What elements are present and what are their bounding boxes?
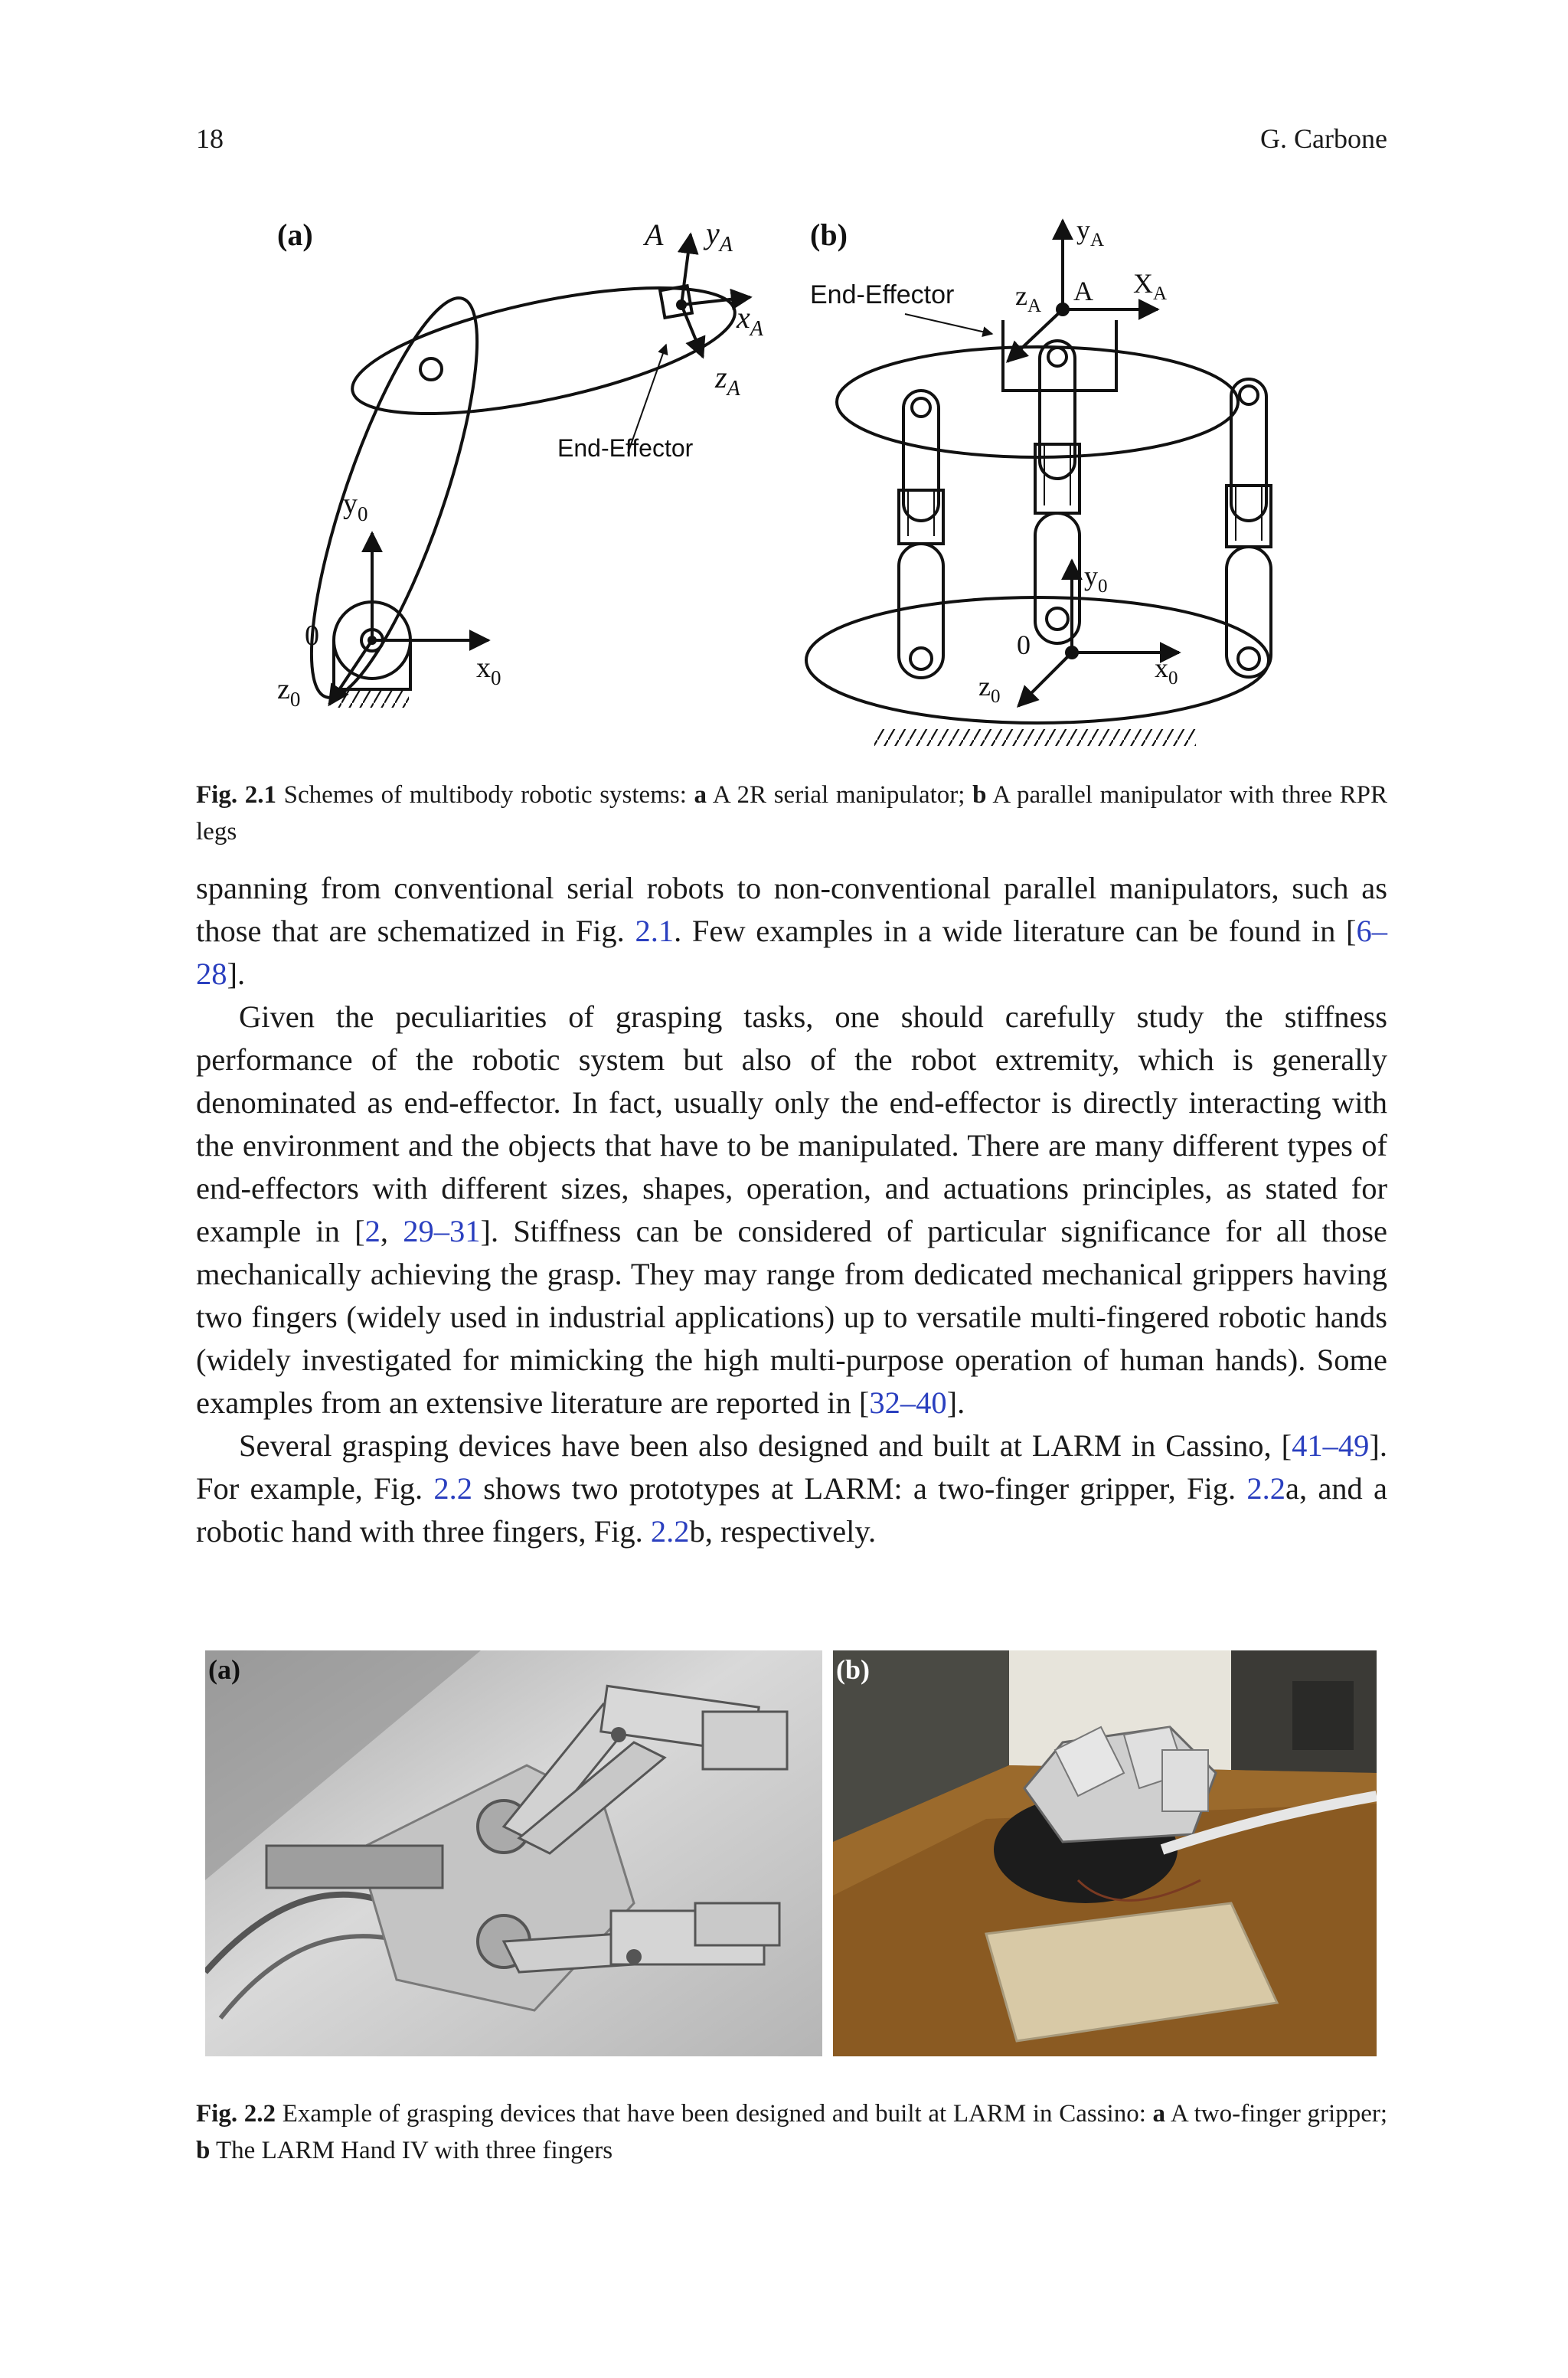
ref-2[interactable]: 2: [364, 1214, 381, 1248]
b-label-zA: z: [1015, 280, 1027, 311]
page-number: 18: [196, 123, 224, 154]
svg-text:y0: [1084, 561, 1108, 597]
svg-text:z0: [277, 673, 300, 711]
caption-text: Schemes of multibody robotic systems:: [276, 781, 694, 809]
b-label-z0-sub: 0: [990, 686, 1001, 707]
caption-text: Example of grasping devices that have been designed and built at LARM in Cassino:: [276, 2100, 1153, 2128]
leg-1-lower-joint: [910, 648, 932, 669]
ref-fig-2-2[interactable]: 2.2: [433, 1471, 473, 1506]
a-label-z0-sub: 0: [289, 688, 301, 711]
panel-b-labels: [810, 214, 1178, 707]
svg-text:yA: [703, 216, 733, 257]
svg-text:xA: [736, 300, 764, 341]
caption-bold-b: b: [196, 2137, 211, 2164]
leg-1-upper-joint: [912, 398, 930, 417]
text-run: . Few examples in a wide literature can be found in [: [674, 914, 1357, 948]
b-label-y0-sub: 0: [1098, 576, 1108, 597]
end-effector-pointer-b: [905, 314, 992, 334]
ref-32-40[interactable]: 32–40: [869, 1385, 947, 1420]
text-run: Given the peculiarities of grasping tasks, one should carefully study the stiffness performance of the robotic system but also of the robot extremity, which is generally denominated as end-effector. In fact, usually only the end-effector is directly interacting with the environment and the objects that have to be manipulated. There are many different types of end-effectors with different sizes, shapes, operation, and actuations principles, as stated for example in [: [196, 999, 1387, 1248]
zA-axis-b: [1008, 309, 1063, 361]
z0-axis-b: [1018, 653, 1072, 706]
svg-text:yA: [1076, 214, 1104, 250]
caption-text: The LARM Hand IV with three fingers: [210, 2137, 613, 2164]
leg-3-upper-joint: [1240, 386, 1258, 404]
b-end-effector-label: End-Effector: [810, 280, 955, 309]
b-label-x0-sub: 0: [1168, 668, 1178, 689]
a-label-xA: x: [737, 300, 750, 335]
leg-1-lower-link: [899, 544, 943, 678]
a-label-A: A: [645, 218, 664, 252]
photo-two-finger-gripper: [205, 1650, 822, 2056]
svg-text:x0: [1155, 653, 1178, 689]
text-run: ]. For example, Fig.: [196, 1428, 1387, 1506]
text-run: ].: [946, 1385, 965, 1420]
figure-2-1-caption-label: Fig. 2.1: [196, 781, 276, 809]
leg-2-lower-joint: [1047, 608, 1068, 630]
ref-41-49[interactable]: 41–49: [1292, 1428, 1370, 1463]
panel-a-label: (a): [277, 218, 313, 252]
a-label-yA: y: [706, 216, 720, 250]
a-label-zA-sub: A: [727, 377, 740, 401]
b-label-XA-sub: A: [1153, 283, 1168, 304]
panel-a-serial-manipulator: [277, 218, 750, 713]
a-label-xA-sub: A: [750, 317, 763, 341]
figure-2-1: [191, 207, 1386, 758]
svg-text:x0: [476, 652, 501, 689]
leg-3: [1227, 379, 1271, 677]
b-label-XA: X: [1133, 268, 1153, 299]
caption-bold-a: a: [1152, 2100, 1166, 2128]
photo-larm-hand-iv: [833, 1650, 1377, 2056]
b-label-yA: y: [1076, 214, 1090, 245]
figure-2-2: [205, 1650, 1377, 2056]
ground-hatch-b: [874, 729, 1196, 746]
paragraph-1: [196, 867, 1387, 996]
photo-a-label: (a): [208, 1654, 240, 1685]
running-head: [196, 123, 1387, 155]
caption-bold-b: b: [972, 781, 987, 809]
leg-3-lower-link: [1227, 547, 1271, 677]
svg-text:zA: [1015, 280, 1041, 316]
end-effector-box-a: [660, 286, 692, 318]
b-origin-label: 0: [1017, 630, 1031, 660]
figure-2-1-diagram: [191, 207, 1386, 758]
a-label-x0: x: [476, 652, 491, 684]
a-label-y0: y: [343, 488, 358, 520]
b-label-zA-sub: A: [1027, 296, 1042, 316]
ref-fig-2-2b[interactable]: 2.2: [650, 1514, 690, 1549]
fixed-base-platform: [806, 597, 1269, 723]
text-run: ].: [227, 957, 246, 991]
text-run: ,: [380, 1214, 403, 1248]
b-label-z0: z: [978, 671, 991, 702]
end-effector-box-b: [1003, 320, 1116, 391]
caption-bold-a: a: [694, 781, 707, 809]
a-label-y0-sub: 0: [358, 502, 368, 525]
paragraph-3: [196, 1425, 1387, 1553]
a-label-zA: z: [715, 360, 727, 394]
a-label-x0-sub: 0: [491, 666, 501, 689]
figure-2-2-caption: [196, 2095, 1387, 2169]
ground-hatch-a: [335, 691, 409, 708]
caption-text: A parallel manipulator with three RPR legs: [196, 781, 1387, 846]
ref-29-31[interactable]: 29–31: [403, 1214, 481, 1248]
text-run: spanning from conventional serial robots to non-conventional parallel manipulators, such as those that are schematized in Fig.: [196, 871, 1387, 948]
text-run: shows two prototypes at LARM: a two-finger gripper, Fig.: [472, 1471, 1247, 1506]
joint-2: [420, 358, 442, 380]
svg-text:y0: [343, 488, 368, 525]
ref-fig-2-1[interactable]: 2.1: [635, 914, 675, 948]
b-label-x0: x: [1155, 653, 1168, 683]
leg-3-prismatic: [1227, 486, 1271, 547]
moving-platform: [837, 347, 1238, 457]
paragraph-2: [196, 996, 1387, 1425]
ref-6-28[interactable]: 6–28: [196, 914, 1387, 991]
figure-2-1-caption: [196, 777, 1387, 850]
b-label-A: A: [1073, 276, 1093, 306]
running-author: G. Carbone: [1260, 123, 1387, 154]
leg-2-upper-joint: [1048, 348, 1067, 366]
text-run: a, and a robotic hand with three fingers, Fig.: [196, 1471, 1387, 1549]
panel-b-label: (b): [810, 218, 848, 252]
a-origin-label: 0: [305, 620, 319, 652]
text-run: Several grasping devices have been also designed and built at LARM in Cassino, [: [239, 1428, 1292, 1463]
caption-text: A two-finger gripper;: [1165, 2100, 1388, 2128]
caption-text: A 2R serial manipulator;: [707, 781, 973, 809]
svg-text:XA: [1133, 268, 1167, 304]
svg-text:zA: [714, 360, 741, 401]
b-label-y0: y: [1084, 561, 1098, 591]
photo-b-label: (b): [836, 1654, 870, 1685]
b-label-yA-sub: A: [1090, 230, 1105, 250]
leg-1: [899, 391, 943, 678]
figure-2-2-caption-label: Fig. 2.2: [196, 2100, 276, 2128]
svg-text:z0: [978, 671, 1000, 707]
a-label-yA-sub: A: [719, 233, 733, 257]
body-text: [196, 867, 1387, 1553]
text-run: b, respectively.: [689, 1514, 877, 1549]
a-label-z0: z: [277, 673, 290, 705]
text-run: ]. Stiffness can be considered of particular significance for all those mechanically achieving the grasp. They may range from dedicated mechanical grippers having two fingers (widely used in industrial applications) up to versatile multi-fingered robotic hands (widely investigated for mimicking the high multi-purpose operation of human hands). Some examples from an extensive literature are reported in [: [196, 1214, 1388, 1420]
leg-1-prismatic: [899, 490, 943, 544]
leg-3-lower-joint: [1238, 648, 1259, 669]
a-end-effector-label: End-Effector: [557, 434, 694, 462]
ref-fig-2-2a[interactable]: 2.2: [1246, 1471, 1285, 1506]
